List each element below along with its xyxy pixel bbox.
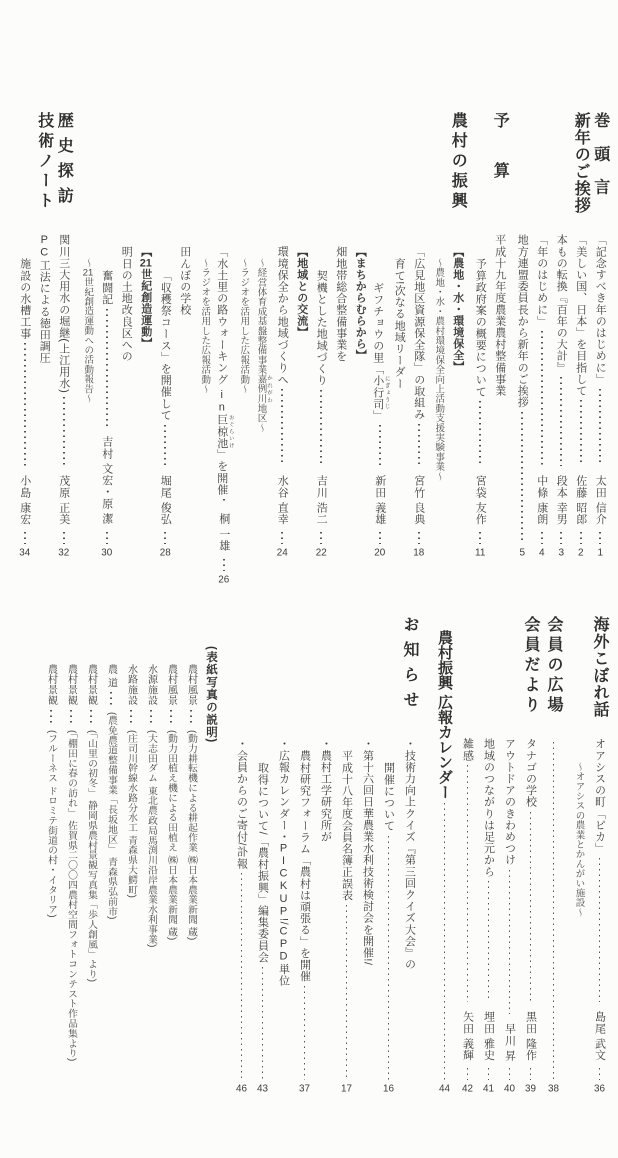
toc-col-kaiin-dayori [478,616,499,1094]
latin-upright-text: CPD [277,925,290,964]
dotted-leader [553,742,555,1080]
dotted-leader [170,710,172,726]
ruby-annotated-text: 巨椋池 おぐらいけ [215,414,234,449]
entry-author: 宮袋 友作 [474,474,487,525]
toc-col-oshirase [294,616,315,1094]
toc-col-noson-no-shinko [370,112,390,558]
toc-subheader: 【農地・水・環境保全】 [451,246,464,373]
cover-photo-description: (庄司川幹線水路分水工 青森県大鰐町) [126,729,137,898]
toc-subheader: 【21世紀創造運動】 [139,246,152,349]
dotted-leader [599,389,601,466]
entry-page-number: 41 [483,1084,494,1094]
toc-col-hyoshi-shashin-no-setsumei [81,616,101,1094]
entry-author: 早川 昇 [503,1022,516,1061]
toc-col-kaiin-dayori [520,616,541,1094]
toc-entry-title: 畑地帯総合整備事業を [334,246,347,362]
section-header-kaiin-dayori: 会員だより [522,616,539,716]
dotted-leader [509,1068,511,1080]
latin-upright-text: PICK [277,842,290,893]
entry-page-number: 42 [462,1084,473,1094]
toc-col-shinnen-no-goaisatsu [513,112,533,558]
header-slot [519,616,542,738]
toc-col-yosan [471,112,491,558]
toc-col-shinnen-no-goaisatsu [532,112,552,558]
dotted-leader [281,389,283,466]
toc-entry-note: 〜経営体育成基盤整備事業嘉例川 かれがわ地区〜 [255,258,272,433]
toc-entry-title: 農村研究フォーラム「農村は頑張る」を開催 [298,750,311,982]
toc-entry-title: 「収穫祭コース」を開催して [159,270,172,421]
section-header-kantogen: 巻頭言 [591,112,609,212]
entry-author: 宮竹 良典 [412,474,425,525]
entry-author: 太田 信介 [594,474,607,525]
section-header-oshirase: お知らせ [401,616,418,716]
toc-entry-title: 「記念すべき年のはじめに」 [594,234,607,385]
entry-page-number: 3 [558,548,565,558]
dotted-leader [418,424,420,466]
dotted-leader [488,1068,490,1080]
dotted-leader [320,390,322,466]
toc-col-noson-no-shinko [448,112,468,558]
entry-author: 埋田 雅史 [482,1010,495,1061]
toc-entry-note: 〜オアシスの農業とかんがい施設〜 [573,762,585,918]
dotted-leader [488,881,490,1002]
entry-page-number: 24 [276,548,288,558]
dotted-leader [106,309,108,428]
entry-page-number: 46 [236,1084,247,1094]
toc-entry-title: 開催について [382,762,395,832]
dotted-leader [63,532,65,544]
toc-col-noson-no-shinko [253,112,273,558]
toc-col-noson-no-shinko [292,112,312,558]
entry-page-number: 18 [413,548,425,558]
entry-page-number: 5 [519,548,526,558]
cover-photos-header: (表紙写真の説明) [205,646,217,744]
latin-upright-text: PC [38,234,51,260]
toc-col-kantogen [591,112,611,558]
dotted-leader [164,532,166,544]
toc-col-shinnen-no-goaisatsu [571,112,591,558]
toc-entry-note: 〜ラジオを活用した広報活動〜 [199,258,211,394]
dotted-leader [530,812,532,1002]
dotted-leader [223,499,225,504]
toc-col-kaigai-koborebanashi [589,616,610,1094]
entry-page-number: 1 [597,548,604,558]
toc-bottom-block [41,616,610,1094]
dotted-leader [110,692,112,708]
toc-col-rekishi-tanbo [54,112,74,558]
entry-author: 島尾 武文 [593,1010,606,1061]
dotted-leader [599,858,601,1002]
dotted-leader [50,710,52,726]
entry-author: 桐 一雄 [217,513,230,552]
toc-entry-title: 「美しい国、日本」を目指して [574,234,587,397]
toc-col-hyoshi-shashin-no-setsumei [121,616,141,1094]
toc-col-noson-no-shinko [78,112,98,558]
dotted-leader [63,397,65,466]
entry-page-number: 30 [101,548,113,558]
header-slot [488,112,511,234]
dotted-leader [521,412,523,544]
entry-author: 黒田 隆作 [524,1010,537,1061]
cover-photo-description: (「山里の初冬」 静岡県農村景観写真集「歩人創風」より) [86,729,97,982]
toc-col-oshirase [252,616,273,1094]
cover-photo-label: 水路施設 [125,664,137,706]
entry-page-number: 38 [548,1084,559,1094]
entry-page-number: 2 [577,548,584,558]
entry-page-number: 17 [341,1084,352,1094]
toc-entry-title: ・農村工学研究所が [319,738,332,843]
cover-photo-label: 農村風景 [185,664,197,706]
dotted-leader [541,532,543,544]
dotted-leader [541,331,543,466]
toc-col-noson-no-shinko [214,112,234,585]
toc-col-kaiin-dayori [499,616,520,1094]
section-header-gijutsu-note: 技術ノート [35,112,53,212]
toc-entry-title: 奮闘記 [100,270,113,305]
dotted-leader [388,836,390,1080]
entry-author: 茂原 正美 [57,474,70,525]
entry-author: 段本 幸男 [555,474,568,525]
entry-page-number: 43 [257,1084,268,1094]
toc-col-oshirase [336,616,357,1094]
toc-col-noson-no-shinko [351,112,371,558]
toc-col-hyoshi-shashin-no-setsumei [141,616,161,1094]
cover-photo-description: (動力耕転機による耕起作業 ㈱日本農業新聞 蔵) [186,729,197,940]
cover-photo-label: 農 道 [105,664,117,688]
dotted-leader [241,873,243,1080]
toc-col-yosan [490,112,510,558]
entry-author: 新田 義雄 [373,474,386,525]
dotted-leader [304,986,306,1080]
toc-col-noson-no-shinko [429,112,449,558]
toc-col-noson-no-shinko [175,112,195,558]
cover-photo-label: 農村景観 [65,664,77,706]
dotted-leader [223,559,225,571]
toc-entry-title: ギフチョウの里「小行司 にぎょうじ」 [371,282,390,422]
entry-page-number: 39 [525,1084,536,1094]
toc-col-noson-no-shinko [312,112,332,558]
toc-col-oshirase [273,616,294,1094]
header-slot [542,616,565,738]
dotted-leader [467,1068,469,1080]
toc-entry-title: 平成十八年度会員名簿正誤表 [340,750,353,901]
toc-entry-title: アウトドアのきわめつけ [503,738,516,866]
toc-col-noson-no-shinko [390,112,410,558]
toc-col-noson-no-shinko [409,112,429,558]
toc-col-noson-no-shinko [117,112,137,558]
entry-author: 小島 康宏 [18,474,31,525]
toc-entry-note: 〜21世紀創造運動への活動報告〜 [82,258,94,404]
cover-photo-description: (フルーネス ドロミテ街道の村・イタリア) [46,729,57,918]
dotted-leader [281,532,283,544]
entry-author: 矢田 義輝 [461,1010,474,1061]
toc-col-hyoshi-shashin-no-setsumei [161,616,181,1094]
toc-col-oshirase [399,616,420,1094]
dotted-leader [24,343,26,466]
dotted-leader [379,425,381,466]
section-header-rekishi-tanbo: 歴史探訪 [55,112,73,212]
toc-entry-title: オアシスの町「ピカ」 [593,738,606,854]
toc-col-oshirase [231,616,252,1094]
entry-page-number: 44 [439,1084,450,1094]
toc-entry-title: PC工法による徳田調圧 [38,234,51,364]
cover-photo-description: (農免農道整備事業「長坂地区」 青森県弘前市) [106,711,117,920]
dotted-leader [346,905,348,1080]
dotted-leader [24,532,26,544]
toc-col-shinnen-no-goaisatsu [552,112,572,558]
toc-col-gijutsu-note [15,112,35,558]
cover-photo-label: 水源施設 [145,664,157,706]
toc-col-kaiin-dayori [457,616,478,1094]
toc-entry-title: タナゴの学校 [524,738,537,808]
header-slot [588,616,611,738]
ruby-annotated-text: 嘉例川 かれがわ [255,374,272,404]
toc-entry-title: 本もの転換『百年の大計』 [555,234,568,374]
entry-page-number: 16 [383,1084,394,1094]
latin-upright-text: in [215,388,228,415]
entry-page-number: 34 [19,548,31,558]
toc-col-hyoshi-shashin-no-setsumei [61,616,81,1094]
ruby-annotated-text: 小行司 にぎょうじ [371,374,390,410]
dotted-leader [70,710,72,726]
toc-entry-title: 関川三大用水の堀継(上江用水) [57,234,70,394]
latin-upright-text: UP [277,892,290,919]
combined-number: 21 [139,257,152,269]
dotted-leader [479,401,481,466]
toc-entry-title: 地域のつながりは足元から [482,738,495,878]
toc-entry-title: ・技術力向上クイズ『第三回クイズ大会』の [403,738,416,970]
toc-top-block [15,112,610,585]
toc-entry-title: 育て!次なる地域リーダー [393,258,406,390]
cover-photo-label: 農村景観 [85,664,97,706]
header-slot [569,112,592,234]
dotted-leader [599,1068,601,1080]
toc-entry-title: 雑感 [461,738,474,762]
toc-entry-title: 地方連盟委員長から新年のご挨拶 [516,234,529,408]
dotted-leader [150,710,152,726]
cover-photo-description: (「棚田に春の訪れ」 佐賀県二〇〇四農村空間フォトコンテスト作品集より) [66,729,77,1061]
section-header-shinnen-no-goaisatsu: 新年のご挨拶 [572,112,590,214]
dotted-leader [509,870,511,1014]
entry-page-number: 28 [159,548,171,558]
entry-page-number: 36 [594,1084,605,1094]
toc-col-kaiin-no-hiroba [543,616,564,1094]
entry-page-number: 20 [374,548,386,558]
section-header-noson-no-shinko: 農村の振興 [449,112,467,212]
toc-col-noson-no-shinko [97,112,117,558]
dotted-leader [479,532,481,544]
header-slot [33,112,56,234]
entry-page-number: 40 [504,1084,515,1094]
toc-col-noson-no-shinko [156,112,176,558]
toc-col-noson-shinko-koho-calendar [434,616,455,1094]
entry-page-number: 11 [475,548,486,558]
entry-author: 堀尾 俊弘 [159,474,172,525]
dotted-leader [320,532,322,544]
toc-entry-title: 環境保全から地域づくりへ [276,246,289,386]
toc-entry-note: 〜農地・水・農村環境保全向上活動支援実験事業〜 [433,258,445,482]
entry-page-number: 4 [538,548,545,558]
toc-entry-title: 田んぼの学校 [178,246,191,316]
toc-subheader: 【地域との交流】 [295,246,308,338]
toc-col-hyoshi-shashin-no-setsumei [201,616,221,1094]
dotted-leader [130,710,132,726]
toc-entry-title: 施設の水槽工事 [18,258,31,340]
dotted-leader [560,532,562,544]
entry-author: 佐藤 昭郎 [574,474,587,525]
toc-col-noson-no-shinko [195,112,215,558]
toc-entry-title: 「水土里の路ウォーキング in巨椋池 おぐらいけ」を開催 [215,246,234,496]
toc-col-hyoshi-shashin-no-setsumei [101,616,121,1094]
toc-col-hyoshi-shashin-no-setsumei [181,616,201,1094]
toc-entry-title: ・広報カレンダー・PICKUP!/CPD単位 [277,738,290,987]
toc-entry-title: 平成十九年度農業農村整備事業 [493,234,506,397]
entry-page-number: 26 [218,574,230,585]
dotted-leader [379,532,381,544]
toc-col-oshirase [357,616,378,1094]
toc-col-noson-no-shinko [273,112,293,558]
entry-author: 水谷 直幸 [276,474,289,525]
dotted-leader [164,425,166,466]
entry-author: 吉村 文宏・原 潔 [100,436,113,525]
toc-subheader: 【まちからむらから】 [354,246,367,361]
dotted-leader [580,400,582,466]
dotted-leader [190,710,192,726]
dotted-leader [467,765,469,1002]
header-slot [398,616,421,738]
section-header-kaiin-no-hiroba: 会員の広場 [545,616,562,716]
dotted-leader [599,532,601,544]
entry-author: 中條 康朗 [535,474,548,525]
cover-photo-label: 農村景観 [45,664,57,706]
dotted-leader [560,377,562,466]
dotted-leader [418,532,420,544]
toc-col-oshirase [378,616,399,1094]
dotted-leader [530,1068,532,1080]
cover-photo-label: 農村風景 [165,664,177,706]
toc-entry-title: 契機とした地域づくり [315,270,328,386]
entry-page-number: 22 [315,548,327,558]
toc-entry-title: 取得について/「農村振興」編集委員会 [256,762,269,963]
section-header-noson-shinko-koho-calendar: 農村振興 広報カレンダー [436,630,453,800]
toc-entry-note: 〜ラジオを活用した広報活動〜 [238,258,250,394]
dotted-leader [90,710,92,726]
dotted-leader [106,532,108,544]
toc-col-oshirase [315,616,336,1094]
toc-entry-title: ・第十六回日華農業水利技術検討会を開催!/ [361,738,374,966]
toc-entry-title: 予算政府案の概要について [474,258,487,398]
dotted-leader [580,532,582,544]
toc-col-noson-no-shinko [331,112,351,558]
toc-entry-title: 「広見地区資源保全隊」の取組み [412,246,425,420]
toc-col-noson-no-shinko [136,112,156,558]
combined-number: 21 [82,267,94,278]
toc-entry-title: 「年のはじめに」 [535,234,548,327]
entry-author: 吉川 浩二 [315,474,328,525]
dotted-leader [262,967,264,1080]
toc-entry-title: ・会員からのご寄付/訃報 [235,738,248,870]
section-header-kaigai-koborebanashi: 海外こぼれ話 [591,616,608,718]
entry-page-number: 32 [58,548,70,558]
toc-col-kaigai-koborebanashi [568,616,589,1094]
section-header-yosan: 予算 [491,112,509,212]
cover-photo-description: (動力田植え機による田植え ㈱日本農業新聞 蔵) [166,729,177,940]
toc-col-hyoshi-shashin-no-setsumei [41,616,61,1094]
toc-entry-title: 明日の土地改良区への [120,246,133,362]
header-slot [446,112,469,234]
toc-col-gijutsu-note [35,112,55,558]
toc-col-noson-no-shinko [234,112,254,558]
cover-photo-description: (大志田ダム 東北農政局馬渕川沿岸農業水利事業) [146,729,157,948]
entry-page-number: 37 [299,1084,310,1094]
dotted-leader [444,803,446,1080]
